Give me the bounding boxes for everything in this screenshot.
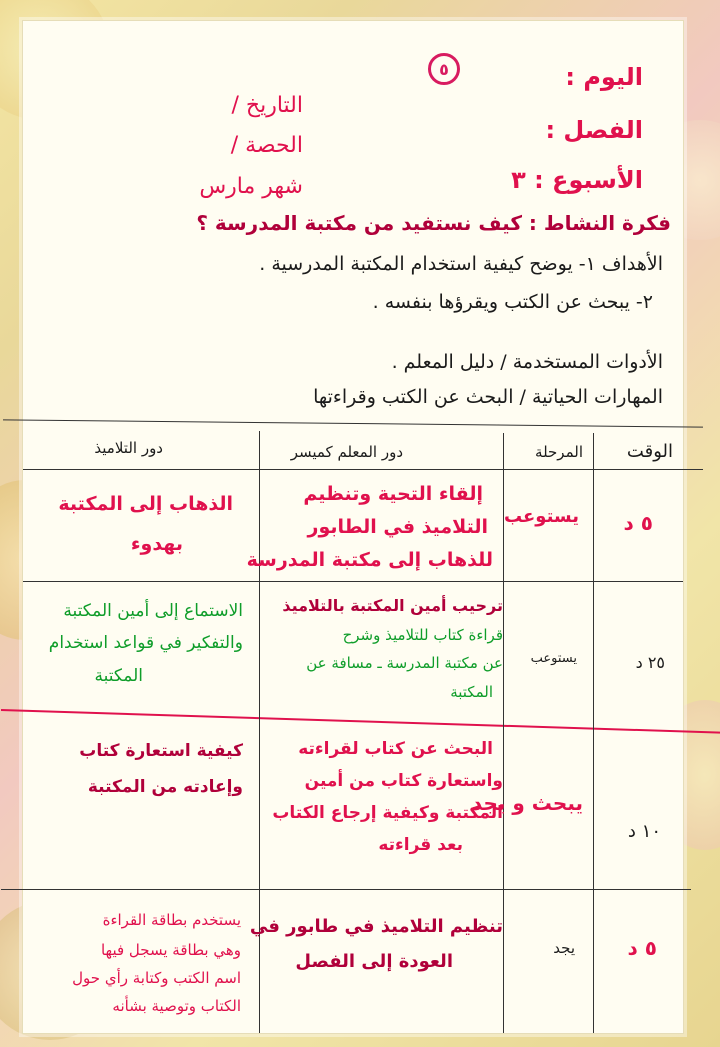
day-label: اليوم : <box>565 63 643 91</box>
row1-student-2: بهدوء <box>130 533 183 555</box>
header-stage: المرحلة <box>535 443 583 461</box>
header-teacher-role: دور المعلم كميسر <box>290 443 403 461</box>
table-header-border <box>23 469 703 470</box>
col-divider-teacher <box>259 431 260 1033</box>
objective-1: الأهداف ١- يوضح كيفية استخدام المكتبة المدرسية . <box>259 253 663 275</box>
header-student-role: دور التلاميذ <box>94 439 163 457</box>
period-label: الحصة / <box>230 133 303 158</box>
row1-teacher-3: للذهاب إلى مكتبة المدرسة <box>246 549 493 571</box>
lesson-plan-sheet <box>22 20 684 1034</box>
row2-stage: يستوعب <box>530 651 577 666</box>
row3-teacher-4: بعد قراءته <box>378 835 463 855</box>
row2-student-2: والتفكير في قواعد استخدام <box>48 633 243 653</box>
row3-time: ١٠ د <box>627 821 661 842</box>
table-top-border <box>3 419 703 427</box>
row3-stage: يبحث و يجد <box>471 791 583 815</box>
row-border-3 <box>1 889 691 890</box>
row4-teacher-2: العودة إلى الفصل <box>295 951 453 972</box>
page-number-badge: ٥ <box>428 53 460 85</box>
row4-student-1: يستخدم بطاقة القراءة <box>102 911 241 929</box>
row2-teacher-1: ترحيب أمين المكتبة بالتلاميذ <box>282 596 503 615</box>
row4-student-4: الكتاب وتوصية بشأنه <box>112 997 241 1015</box>
date-label: التاريخ / <box>231 93 303 118</box>
col-divider-time <box>593 433 594 1033</box>
row3-teacher-2: واستعارة كتاب من أمين <box>304 771 503 791</box>
row1-time: ٥ د <box>623 511 653 535</box>
row2-student-1: الاستماع إلى أمين المكتبة <box>63 601 243 621</box>
row2-teacher-4: المكتبة <box>450 683 493 701</box>
week-label: الأسبوع : ٣ <box>511 166 643 194</box>
row-border-1 <box>23 581 683 582</box>
row2-time: ٢٥ د <box>635 653 665 672</box>
row4-time: ٥ د <box>627 936 657 960</box>
activity-idea: فكرة النشاط : كيف نستفيد من مكتبة المدرسة ؟ <box>196 211 671 235</box>
row4-stage: يجد <box>553 939 575 957</box>
row1-teacher-2: التلاميذ في الطابور <box>307 516 488 538</box>
row1-student-1: الذهاب إلى المكتبة <box>58 493 233 515</box>
class-label: الفصل : <box>545 116 643 144</box>
header-time: الوقت <box>626 441 673 462</box>
tools-used: الأدوات المستخدمة / دليل المعلم . <box>391 351 663 373</box>
objective-2: ٢- يبحث عن الكتب ويقرؤها بنفسه . <box>372 291 653 313</box>
life-skills: المهارات الحياتية / البحث عن الكتب وقراءتها <box>313 386 663 408</box>
row4-student-2: وهي بطاقة يسجل فيها <box>100 941 241 959</box>
row3-teacher-1: البحث عن كتاب لقراءته <box>298 739 493 759</box>
row2-teacher-2: قراءة كتاب للتلاميذ وشرح <box>342 626 503 644</box>
row1-stage: يستوعب <box>503 506 579 527</box>
row3-teacher-3: المكتبة وكيفية إرجاع الكتاب <box>272 803 503 823</box>
row3-student-2: وإعادته من المكتبة <box>87 777 243 797</box>
month-label: شهر مارس <box>199 174 303 199</box>
row4-student-3: اسم الكتب وكتابة رأي حول <box>72 969 241 987</box>
row4-teacher-1: تنظيم التلاميذ في طابور في <box>249 916 503 937</box>
row2-student-3: المكتبة <box>94 666 143 686</box>
row3-student-1: كيفية استعارة كتاب <box>79 741 243 761</box>
row1-teacher-1: إلقاء التحية وتنظيم <box>303 483 483 505</box>
row2-teacher-3: عن مكتبة المدرسة ـ مسافة عن <box>306 654 503 672</box>
row-border-2 <box>1 709 720 734</box>
